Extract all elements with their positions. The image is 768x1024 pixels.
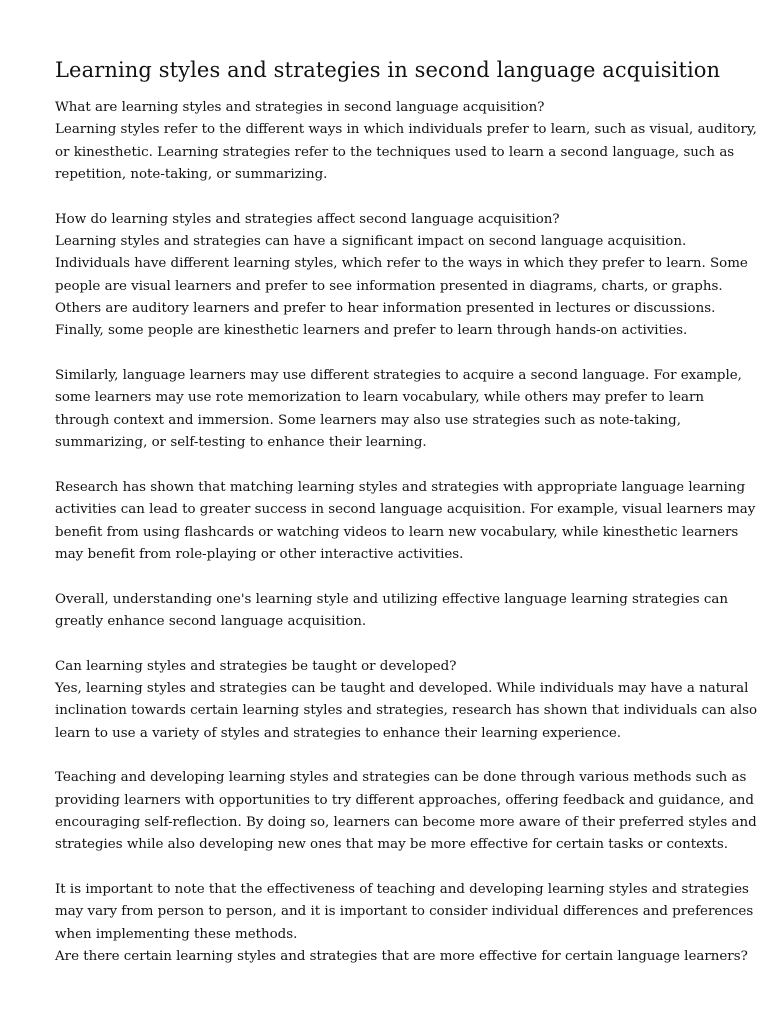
- body-line: Overall, understanding one's learning style and utilizing effective language learning strategies can: [55, 591, 728, 607]
- body-line: providing learners with opportunities to try different approaches, offering feedback and guidance, and: [55, 792, 755, 808]
- body-line: may benefit from role-playing or other interactive activities.: [55, 546, 464, 562]
- body-line: Learning styles refer to the different ways in which individuals prefer to learn, such as visual, auditory,: [55, 122, 757, 138]
- body-line: may vary from person to person, and it is important to consider individual differences and preferences: [55, 904, 754, 920]
- body-line: greatly enhance second language acquisition.: [55, 613, 367, 629]
- body-line: people are visual learners and prefer to see information presented in diagrams, charts, or graphs.: [55, 278, 723, 294]
- body-line: learn to use a variety of styles and strategies to enhance their learning experience.: [55, 725, 622, 741]
- body-line: Others are auditory learners and prefer to hear information presented in lectures or discussions.: [55, 301, 716, 317]
- body-line: Finally, some people are kinesthetic learners and prefer to learn through hands-on activities.: [55, 323, 688, 339]
- body-line: strategies while also developing new ones that may be more effective for certain tasks or contexts.: [55, 837, 729, 853]
- body-line: Teaching and developing learning styles and strategies can be done through various methods such as: [55, 770, 747, 786]
- body-line: activities can lead to greater success in second language acquisition. For example, visual learners may: [55, 502, 756, 518]
- paragraph-gap: [55, 633, 713, 655]
- document-body: [55, 97, 758, 968]
- body-line: benefit from using flashcards or watching videos to learn new vocabulary, while kinesthetic learners: [55, 524, 739, 540]
- body-line: Individuals have different learning styles, which refer to the ways in which they prefer to learn. Some: [55, 256, 748, 272]
- body-line: summarizing, or self-testing to enhance their learning.: [55, 435, 427, 451]
- document-title: Learning styles and strategies in second language acquisition: [55, 58, 721, 82]
- body-line: repetition, note-taking, or summarizing.: [55, 167, 328, 183]
- body-line: Learning styles and strategies can have a significant impact on second language acquisition.: [55, 234, 687, 250]
- paragraph-gap: [55, 343, 713, 365]
- body-line: or kinesthetic. Learning strategies refer to the techniques used to learn a second language, such as: [55, 144, 735, 160]
- body-line: Similarly, language learners may use different strategies to acquire a second language. For example,: [55, 368, 742, 384]
- body-line: when implementing these methods.: [55, 926, 298, 942]
- body-line: through context and immersion. Some learners may also use strategies such as note-taking,: [55, 412, 682, 428]
- body-line: Research has shown that matching learning styles and strategies with appropriate language learning: [55, 479, 746, 495]
- paragraph-gap: [55, 857, 713, 879]
- paragraph-gap: [55, 455, 713, 477]
- paragraph-gap: [55, 186, 713, 208]
- body-line: It is important to note that the effectiveness of teaching and developing learning styles and strategies: [55, 882, 749, 898]
- body-line: Can learning styles and strategies be taught or developed?: [55, 658, 457, 674]
- body-line: some learners may use rote memorization to learn vocabulary, while others may prefer to learn: [55, 390, 705, 406]
- body-line: What are learning styles and strategies in second language acquisition?: [55, 100, 545, 115]
- body-line: encouraging self-reflection. By doing so, learners can become more aware of their preferred styles and: [55, 815, 757, 830]
- body-line: How do learning styles and strategies affect second language acquisition?: [55, 211, 560, 227]
- paragraph-gap: [55, 745, 713, 767]
- body-line: inclination towards certain learning styles and strategies, research has shown that individuals can also: [55, 703, 758, 719]
- body-line: Yes, learning styles and strategies can be taught and developed. While individuals may have a natural: [55, 680, 749, 696]
- body-line: Are there certain learning styles and strategies that are more effective for certain language learners?: [55, 949, 748, 965]
- paragraph-gap: [55, 566, 713, 588]
